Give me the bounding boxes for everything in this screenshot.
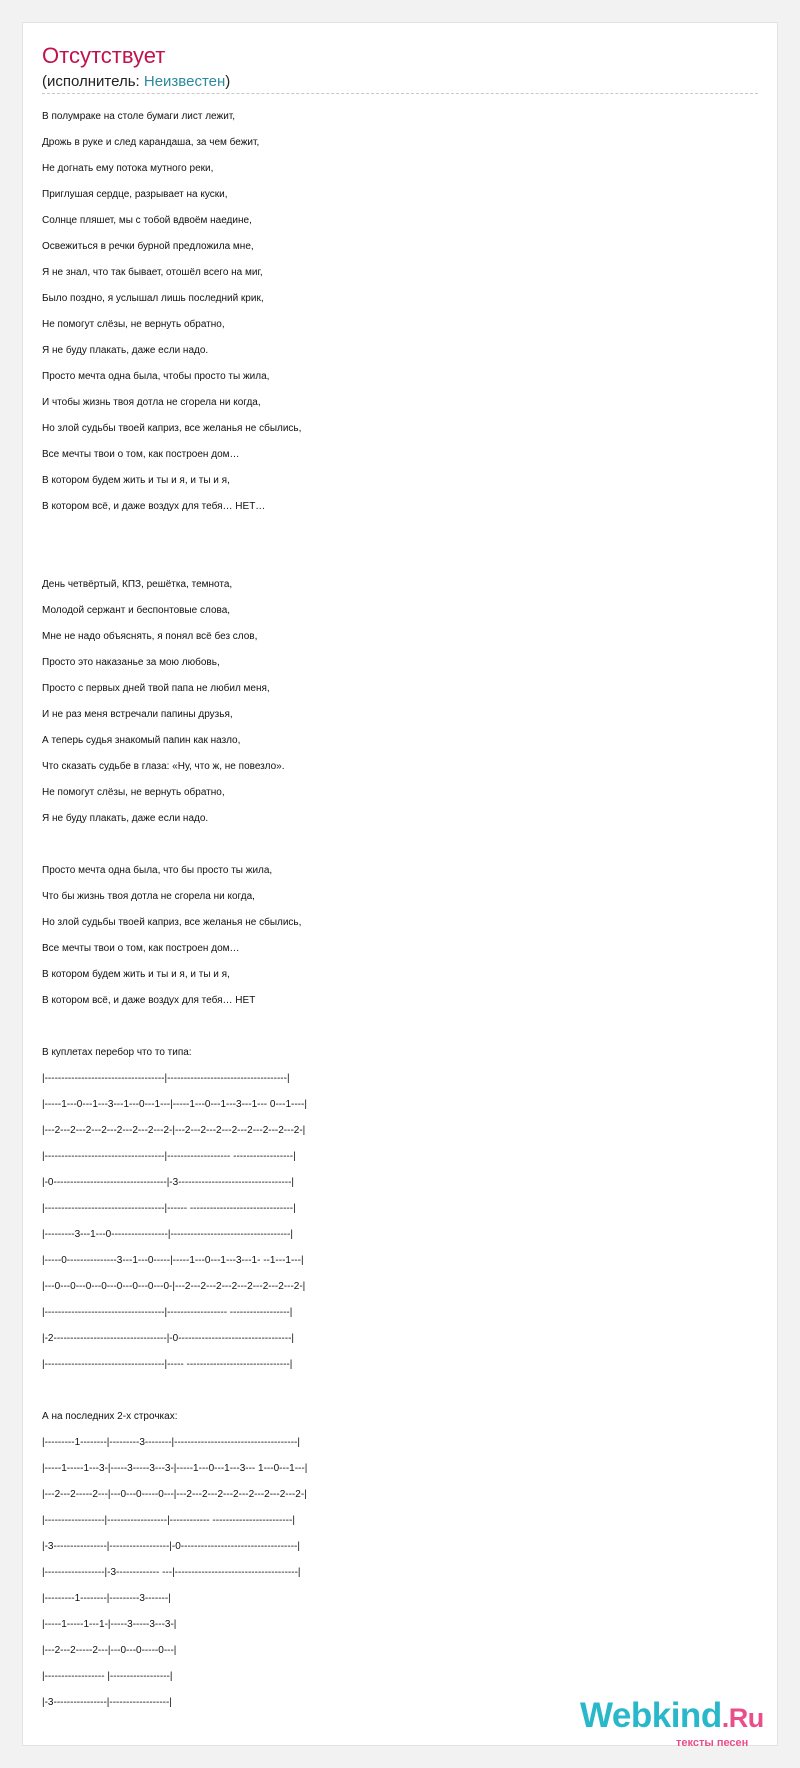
logo-wordmark [580, 1696, 764, 1738]
lyric-line: И не раз меня встречали папины друзья, [42, 709, 233, 720]
lyric-line [42, 520, 762, 546]
lyric-line: |-----1-----1---1-|-----3-----3---3-| [42, 1619, 177, 1630]
lyric-line: Но злой судьбы твоей каприз, все желанья не сбылись, [42, 917, 302, 928]
artist-prefix: (исполнитель: [42, 73, 144, 90]
lyric-line [42, 1014, 762, 1040]
lyric-line: А на последних 2-х строчках: [42, 1411, 178, 1422]
lyric-line: |---2---2---2---2---2---2---2---2-|---2---2---2---2---2---2---2---2-| [42, 1125, 306, 1136]
lyric-line: Я не знал, что так бывает, отошёл всего на миг, [42, 267, 263, 278]
lyric-line: |-3----------------|------------------|-0-----------------------------------| [42, 1541, 300, 1552]
lyric-line: Солнце пляшет, мы с тобой вдвоём наедине, [42, 215, 252, 226]
lyric-line: Освежиться в речки бурной предложила мне, [42, 241, 254, 252]
lyric-line: Что бы жизнь твоя дотла не сгорела ни когда, [42, 891, 255, 902]
lyric-line: |---------3---1---0-----------------|------------------------------------| [42, 1229, 293, 1240]
artist-line [42, 73, 230, 91]
lyric-line: |-----0---------------3---1---0-----|-----1---0---1---3---1- --1---1---| [42, 1255, 304, 1266]
lyric-line: |---0---0---0---0---0---0---0---0-|---2---2---2---2---2---2---2---2-| [42, 1281, 306, 1292]
lyric-line: |------------------|-3------------- ---|-------------------------------------| [42, 1567, 301, 1578]
lyric-line: |-0----------------------------------|-3----------------------------------| [42, 1177, 295, 1188]
lyric-line: Приглушая сердце, разрывает на куски, [42, 189, 228, 200]
lyric-line: |------------------|------------------|------------ ------------------------| [42, 1515, 295, 1526]
song-title: Отсутствует [42, 43, 166, 68]
lyric-line: |------------------------------------|------------------- ------------------| [42, 1151, 296, 1162]
lyric-line: В полумраке на столе бумаги лист лежит, [42, 111, 236, 122]
lyric-line: Просто мечта одна была, что бы просто ты жила, [42, 865, 273, 876]
lyric-line: И чтобы жизнь твоя дотла не сгорела ни когда, [42, 397, 261, 408]
lyric-line: Мне не надо объяснять, я понял всё без слов, [42, 631, 258, 642]
lyric-line: |-----1-----1---3-|-----3-----3---3-|-----1---0---1---3--- 1---0---1---| [42, 1463, 308, 1474]
lyric-line [42, 546, 762, 572]
lyric-line: Но злой судьбы твоей каприз, все желанья не сбылись, [42, 423, 302, 434]
lyric-line: День четвёртый, КПЗ, решётка, темнота, [42, 579, 233, 590]
lyric-line: |------------------------------------|------------------------------------| [42, 1073, 290, 1084]
lyric-line: |------------------------------------|------ -------------------------------| [42, 1203, 296, 1214]
lyric-line [42, 832, 762, 858]
lyric-line: Молодой сержант и беспонтовые слова, [42, 605, 231, 616]
webkind-logo[interactable] [580, 1696, 780, 1754]
logo-tagline: тексты песен [676, 1737, 749, 1749]
lyric-line: |------------------------------------|----- -------------------------------| [42, 1359, 293, 1370]
lyric-line: В котором будем жить и ты и я, и ты и я, [42, 475, 230, 486]
lyric-line: |-2----------------------------------|-0----------------------------------| [42, 1333, 295, 1344]
lyrics-text [42, 104, 762, 1716]
lyric-line: Все мечты твои о том, как построен дом… [42, 449, 240, 460]
lyric-line: В котором всё, и даже воздух для тебя… НЕТ… [42, 501, 266, 512]
lyric-line: Просто с первых дней твой папа не любил меня, [42, 683, 270, 694]
lyric-line: Не помогут слёзы, не вернуть обратно, [42, 787, 225, 798]
lyric-line: |-3----------------|------------------| [42, 1697, 172, 1708]
artist-link[interactable]: Неизвестен [143, 73, 226, 90]
lyric-line: Дрожь в руке и след карандаша, за чем бежит, [42, 137, 260, 148]
lyric-line: В котором всё, и даже воздух для тебя… НЕТ [42, 995, 256, 1006]
logo-name: Webkind [580, 1696, 722, 1735]
lyric-line: Я не буду плакать, даже если надо. [42, 813, 209, 824]
lyric-line: Не помогут слёзы, не вернуть обратно, [42, 319, 225, 330]
lyric-line: В куплетах перебор что то типа: [42, 1047, 192, 1058]
lyric-line: |------------------ |------------------| [42, 1671, 173, 1682]
title-divider [42, 93, 758, 94]
lyric-line: |---------1--------|---------3-------| [42, 1593, 171, 1604]
lyric-line: Просто это наказанье за мою любовь, [42, 657, 220, 668]
lyric-line: Что сказать судьбе в глаза: «Ну, что ж, не повезло». [42, 761, 285, 772]
lyric-line: Не догнать ему потока мутного реки, [42, 163, 214, 174]
lyric-line: Я не буду плакать, даже если надо. [42, 345, 209, 356]
lyric-line: Просто мечта одна была, чтобы просто ты жила, [42, 371, 270, 382]
lyric-line: А теперь судья знакомый папин как назло, [42, 735, 241, 746]
lyric-line: |-----1---0---1---3---1---0---1---|-----1---0---1---3---1--- 0---1----| [42, 1099, 307, 1110]
lyric-line: |------------------------------------|------------------ ------------------| [42, 1307, 293, 1318]
lyric-line: |---------1--------|---------3--------|-------------------------------------| [42, 1437, 300, 1448]
lyric-line: Все мечты твои о том, как построен дом… [42, 943, 240, 954]
lyric-line [42, 1378, 762, 1404]
lyric-line: В котором будем жить и ты и я, и ты и я, [42, 969, 230, 980]
artist-suffix: ) [225, 73, 231, 90]
logo-tld: .Ru [721, 1703, 764, 1733]
lyric-line: Было поздно, я услышал лишь последний крик, [42, 293, 264, 304]
lyric-line: |---2---2-----2---|---0---0-----0---| [42, 1645, 177, 1656]
lyric-line: |---2---2-----2---|---0---0-----0---|---2---2---2---2---2---2---2---2-| [42, 1489, 307, 1500]
